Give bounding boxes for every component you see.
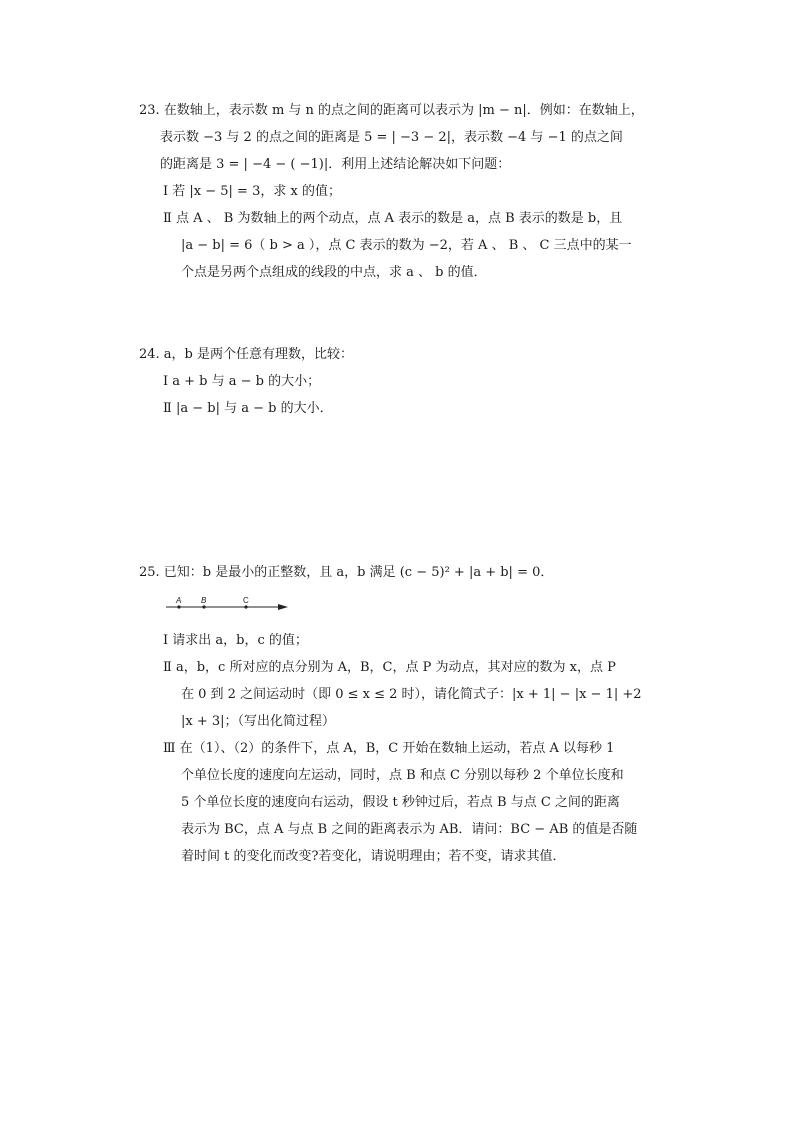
number-line-arrow	[278, 604, 288, 610]
point-c-dot	[244, 605, 247, 608]
point-a-dot	[177, 605, 180, 608]
q23-part-2-line-1: Ⅱ 点 A 、 B 为数轴上的两个动点，点 A 表示的数是 a，点 B 表示的数是 b，且	[163, 211, 623, 226]
q23-line-1: 23. 在数轴上，表示数 m 与 n 的点之间的距离可以表示为 |m − n|．例如：在数轴上，	[139, 103, 644, 118]
q24-part-1: Ⅰ a + b 与 a − b 的大小；	[163, 374, 321, 389]
q23-line-3: 的距离是 3 = | −4 − ( −1)|．利用上述结论解决如下问题：	[160, 157, 511, 172]
q25-part-2-line-3: |x + 3|；（写出化简过程）	[181, 714, 336, 729]
q25-part-3-line-2: 个单位长度的速度向左运动，同时，点 B 和点 C 分别以每秒 2 个单位长度和	[181, 768, 624, 783]
q23-part-2-line-2: |a − b| = 6（ b > a ），点 C 表示的数为 −2，若 A 、 B 、 C 三点中的某一	[181, 238, 632, 253]
q25-line-1: 25. 已知：b 是最小的正整数，且 a，b 满足 (c − 5)² + |a + b| = 0．	[139, 565, 554, 580]
q24-part-2: Ⅱ |a − b| 与 a − b 的大小．	[163, 401, 333, 416]
q23-line-2: 表示数 −3 与 2 的点之间的距离是 5 = | −3 − 2|，表示数 −4 与 −1 的点之间	[160, 130, 623, 145]
point-a-label: A	[176, 596, 182, 605]
q25-part-1: Ⅰ 请求出 a，b，c 的值；	[163, 633, 308, 648]
q25-part-3-line-4: 表示为 BC，点 A 与点 B 之间的距离表示为 AB．请问：BC − AB 的值是否随	[181, 822, 638, 837]
q25-part-3-line-3: 5 个单位长度的速度向右运动，假设 t 秒钟过后，若点 B 与点 C 之间的距离	[181, 795, 620, 810]
q23-part-1: Ⅰ 若 |x − 5| = 3，求 x 的值；	[163, 184, 341, 199]
number-line-figure	[162, 595, 292, 619]
point-b-label: B	[201, 596, 207, 605]
q25-part-2-line-1: Ⅱ a，b，c 所对应的点分别为 A，B，C，点 P 为动点，其对应的数为 x，点 P	[163, 660, 616, 675]
q25-part-3-line-5: 着时间 t 的变化而改变?若变化，请说明理由；若不变，请求其值．	[181, 849, 566, 864]
q23-part-2-line-3: 个点是另两个点组成的线段的中点，求 a 、 b 的值．	[181, 265, 487, 280]
point-b-dot	[202, 605, 205, 608]
q24-line-1: 24. a，b 是两个任意有理数，比较：	[139, 347, 354, 362]
q25-part-3-line-1: Ⅲ 在（1）、（2）的条件下，点 A，B，C 开始在数轴上运动，若点 A 以每秒 1	[163, 741, 615, 756]
q25-part-2-line-2: 在 0 到 2 之间运动时（即 0 ≤ x ≤ 2 时），请化简式子：|x + 1| − |x − 1| +2	[181, 687, 642, 702]
point-c-label: C	[243, 596, 249, 605]
